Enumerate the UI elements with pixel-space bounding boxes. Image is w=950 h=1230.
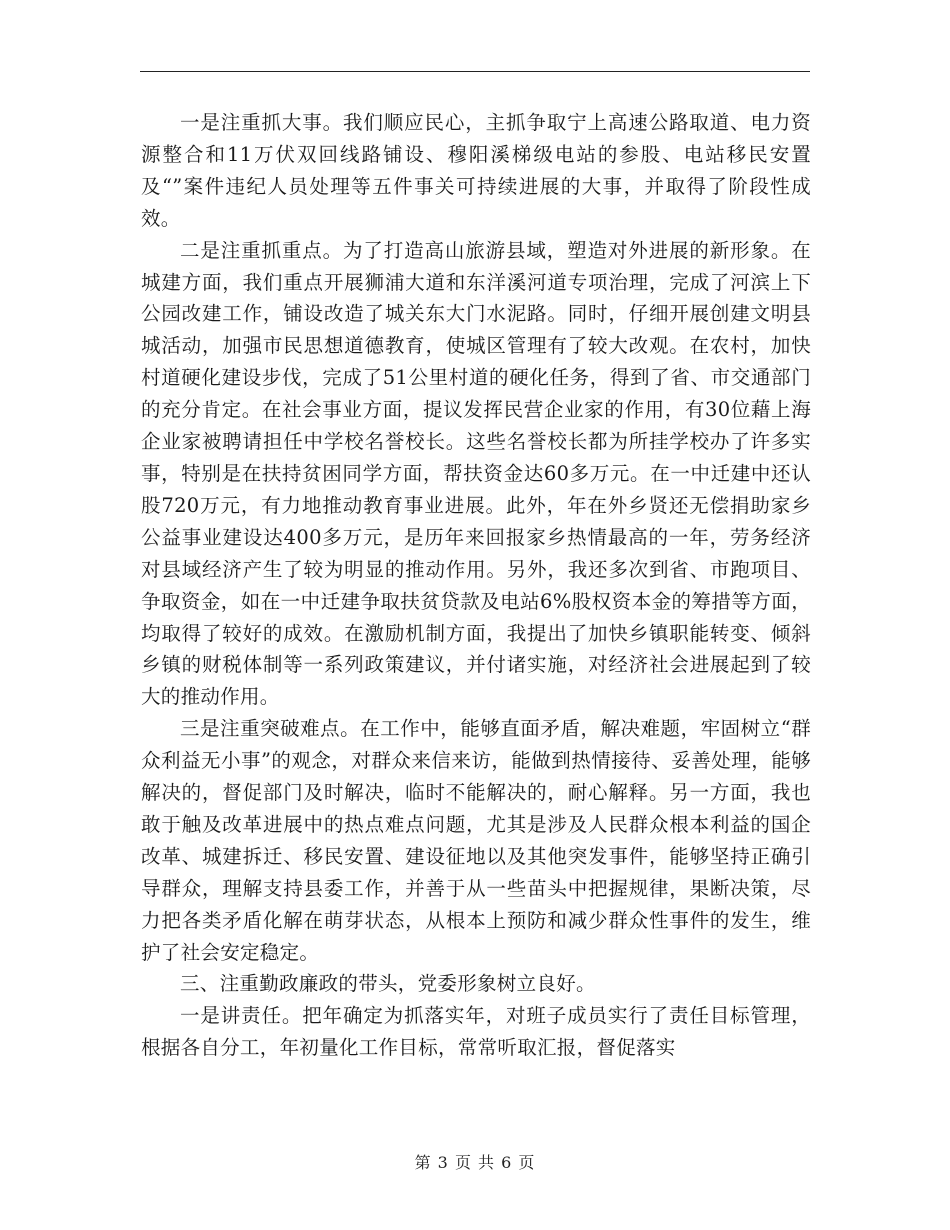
header-rule xyxy=(140,71,810,72)
page-number: 第 3 页 共 6 页 xyxy=(414,1153,536,1172)
body-text xyxy=(141,107,811,1064)
paragraph-4: 一是讲责任。把年确定为抓落实年，对班子成员实行了责任目标管理，根据各自分工，年初量化工作目标，常常听取汇报，督促落实 xyxy=(141,1004,811,1060)
paragraph-3: 三是注重突破难点。在工作中，能够直面矛盾，解决难题，牢固树立“群众利益无小事”的观念，对群众来信来访，能做到热情接待、妥善处理，能够解决的，督促部门及时解决，临时不能解决的，耐心解释。另一方面，我也敢于触及改革进展中的热点难点问题，尤其是涉及人民群众根本利益的国企改革、城建拆迁、移民安置、建设征地以及其他突发事件，能够坚持正确引导群众，理解支持县委工作，并善于从一些苗头中把握规律，果断决策，尽力把各类矛盾化解在萌芽状态，从根本上预防和减少群众性事件的发生，维护了社会安定稳定。 xyxy=(141,717,811,964)
paragraph-1: 一是注重抓大事。我们顺应民心，主抓争取宁上高速公路取道、电力资源整合和11万伏双回线路铺设、穆阳溪梯级电站的参股、电站移民安置及“”案件违纪人员处理等五件事关可持续进展的大事，并取得了阶段性成效。 xyxy=(141,111,811,230)
section-heading: 三、注重勤政廉政的带头，党委形象树立良好。 xyxy=(180,972,596,996)
paragraph-2: 二是注重抓重点。为了打造高山旅游县域，塑造对外进展的新形象。在城建方面，我们重点开展狮浦大道和东洋溪河道专项治理，完成了河滨上下公园改建工作，铺设改造了城关东大门水泥路。同时，仔细开展创建文明县城活动，加强市民思想道德教育，使城区管理有了较大改观。在农村，加快村道硬化建设步伐，完成了51公里村道的硬化任务，得到了省、市交通部门的充分肯定。在社会事业方面，提议发挥民营企业家的作用，有30位藉上海企业家被聘请担任中学校名誉校长。这些名誉校长都为所挂学校办了许多实事，特别是在扶持贫困同学方面，帮扶资金达60多万元。在一中迁建中还认股720万元，有力地推动教育事业进展。此外，年在外乡贤还无偿捐助家乡公益事业建设达400多万元，是历年来回报家乡热情最高的一年，劳务经济对县域经济产生了较为明显的推动作用。另外，我还多次到省、市跑项目、争取资金，如在一中迁建争取扶贫贷款及电站6%股权资本金的筹措等方面，均取得了较好的成效。在激励机制方面，我提出了加快乡镇职能转变、倾斜乡镇的财税体制等一系列政策建议，并付诸实施，对经济社会进展起到了较大的推动作用。 xyxy=(141,238,811,709)
